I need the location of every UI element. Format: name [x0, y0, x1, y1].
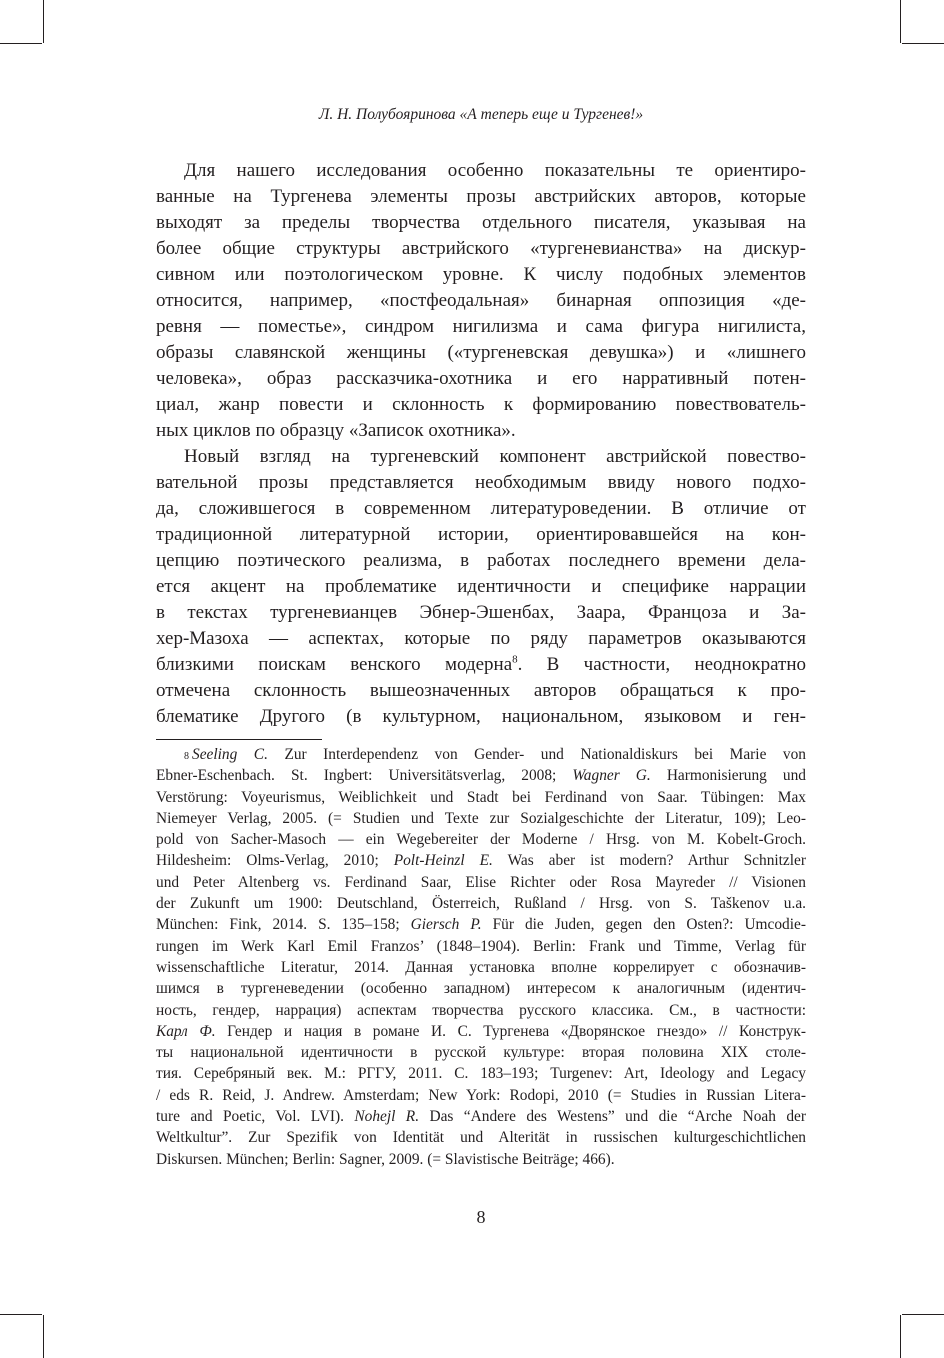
text-line: человека», образ рассказчика-охотника и его нарративный потен-	[156, 368, 806, 389]
text-line: блематике Другого (в культурном, национальном, языковом и ген-	[156, 706, 806, 727]
text-segment: Was aber ist modern? Arthur Schnitzler	[492, 852, 807, 870]
text-line: относится, например, «постфеодальная» бинарная оппозиция «де-	[156, 290, 806, 311]
footnote-line	[156, 744, 806, 765]
crop-mark-top-right-vertical	[900, 0, 901, 43]
text-line: цепцию поэтического реализма, в работах последнего времени дела-	[156, 550, 806, 571]
paragraph-2	[156, 444, 806, 730]
text-line: Новый взгляд на тургеневский компонент австрийской повество-	[184, 446, 806, 467]
footnote-line: und Peter Altenberg vs. Ferdinand Saar, Elise Richter oder Rosa Mayreder // Visionen	[156, 873, 806, 891]
footnote-line: тия. Серебряный век. М.: РГГУ, 2011. С. 183–193; Turgenev: Art, Ideology and Legacy	[156, 1065, 806, 1083]
footnote-line: ты национальной идентичности в русской культуре: вторая половина XIX столе-	[156, 1044, 806, 1062]
text-line: циал, жанр повести и склонность к формированию повествователь-	[156, 394, 806, 415]
text-line: образы славянской женщины («тургеневская девушка») и «лишнего	[156, 342, 806, 363]
text-line: вательной прозы представляется необходимым ввиду нового подхо-	[156, 472, 806, 493]
footnote-line	[156, 765, 806, 786]
footnote-author: Wagner G.	[572, 767, 651, 785]
paragraph-1	[156, 158, 806, 444]
text-segment: Ebner-Eschenbach. St. Ingbert: Universitätsverlag, 2008;	[156, 767, 573, 785]
crop-mark-top-left-vertical	[43, 0, 44, 43]
text-segment: ture and Poetic, Vol. LVI).	[156, 1108, 355, 1126]
footnote-author: Nohejl R.	[354, 1108, 420, 1126]
footnote-line: шимся в тургеневедении (особенно западном) интересом к аналогичным (идентич-	[156, 980, 806, 998]
text-line: сивном или поэтологическом уровне. К числу подобных элементов	[156, 264, 806, 285]
footnote-line: wissenschaftliche Literatur, 2014. Данная установка вполне коррелирует с обозначив-	[156, 958, 806, 976]
footnote-line	[156, 1106, 806, 1127]
footnote-line: Niemeyer Verlag, 2005. (= Studien und Texte zur Sozialgeschichte der Literatur, 109); Leo-	[156, 809, 806, 827]
text-segment: Harmonisierung und	[650, 767, 806, 785]
footnote-line: der Zukunft um 1900: Deutschland, Österreich, Rußland / Hrsg. von S. Taškenov u.a.	[156, 895, 806, 913]
footnote-8	[156, 744, 806, 1170]
footnote-line	[156, 914, 806, 935]
text-segment: близкими поискам венского модерна	[156, 654, 513, 675]
footnote-line: Verstörung: Voyeurismus, Weiblichkeit und Stadt bei Ferdinand von Saar. Tübingen: Max	[156, 788, 806, 806]
text-line: в текстах тургеневианцев Эбнер-Эшенбах, Заара, Францоза и За-	[156, 602, 806, 623]
footnote-line: Weltkultur”. Zur Spezifik von Identität und Alterität in russischen kulturgeschichtlichen	[156, 1129, 806, 1147]
main-text	[156, 158, 806, 730]
text-segment: München: Fink, 2014. S. 135–158;	[156, 916, 411, 934]
text-segment: Zur Interdependenz von Gender- und Nationaldiskurs bei Marie von	[267, 746, 806, 763]
footnote-line: Diskursen. München; Berlin: Sagner, 2009. (= Slavistische Beiträge; 466).	[156, 1150, 615, 1168]
text-line: ных циклов по образцу «Записок охотника».	[156, 420, 516, 441]
text-line: ревня — поместье», синдром нигилизма и сама фигура нигилиста,	[156, 316, 806, 337]
text-line	[156, 652, 806, 678]
footnote-line: rungen im Werk Karl Emil Franzos’ (1848–1904). Berlin: Frank und Timme, Verlag für	[156, 937, 806, 955]
text-segment: Hildesheim: Olms-Verlag, 2010;	[156, 852, 394, 870]
text-line: более общие структуры австрийского «тургеневианства» на дискур-	[156, 238, 806, 259]
text-segment: . В частности, неоднократно	[517, 654, 806, 675]
running-head: Л. Н. Полубояринова «А теперь еще и Тургенев!»	[318, 106, 644, 123]
text-segment: Für die Juden, gegen den Osten?: Umcodie-	[481, 916, 806, 934]
crop-mark-bottom-right-horizontal	[902, 1314, 944, 1315]
footnote-line	[156, 850, 806, 871]
footnote-reference[interactable]: 8	[512, 653, 518, 666]
footnote-separator	[156, 739, 322, 740]
text-line: ванные на Тургенева элементы прозы австрийских авторов, которые	[156, 186, 806, 207]
footnote-line	[156, 1021, 806, 1042]
crop-mark-bottom-right-vertical	[900, 1315, 901, 1358]
text-line: ется акцент на проблематике идентичности и специфике наррации	[156, 576, 806, 597]
footnote-author: Giersch P.	[410, 916, 482, 934]
crop-mark-bottom-left-vertical	[43, 1315, 44, 1358]
text-segment: Das “Andere des Westens” und die “Arche Noah der	[419, 1108, 807, 1126]
text-line: выходят за пределы творчества отдельного писателя, указывая на	[156, 212, 806, 233]
page-number: 8	[476, 1207, 486, 1227]
footnote-author: Polt-Heinzl E.	[393, 852, 493, 870]
crop-mark-bottom-left-horizontal	[0, 1314, 42, 1315]
footnote-line: pold von Sacher-Masoch — ein Wegebereiter der Moderne / Hrsg. von M. Kobelt-Groch.	[156, 831, 806, 849]
text-line: традиционной литературной истории, ориентировавшейся на кон-	[156, 524, 806, 545]
text-line: отмечена склонность вышеозначенных авторов обращаться к про-	[156, 680, 806, 701]
footnote-line: / eds R. Reid, J. Andrew. Amsterdam; New York: Rodopi, 2010 (= Studies in Russian Litera-	[156, 1086, 806, 1104]
text-line: да, сложившегося в современном литературоведении. В отличие от	[156, 498, 806, 519]
text-line: Для нашего исследования особенно показательны те ориентиро-	[184, 160, 806, 181]
text-segment: Гендер и нация в романе И. С. Тургенева «Дворянское гнездо» // Конструк-	[215, 1022, 806, 1040]
footnote-number: 8	[184, 751, 189, 762]
footnote-line: ность, гендер, наррация) аспектам творчества русского классика. См., в частности:	[156, 1001, 806, 1019]
crop-mark-top-right-horizontal	[902, 43, 944, 44]
footnote-author: Карл Ф.	[156, 1022, 216, 1040]
crop-mark-top-left-horizontal	[0, 43, 42, 44]
text-line: хер-Мазоха — аспектах, которые по ряду параметров оказываются	[156, 628, 806, 649]
footnote-author: Seeling C.	[192, 746, 268, 763]
